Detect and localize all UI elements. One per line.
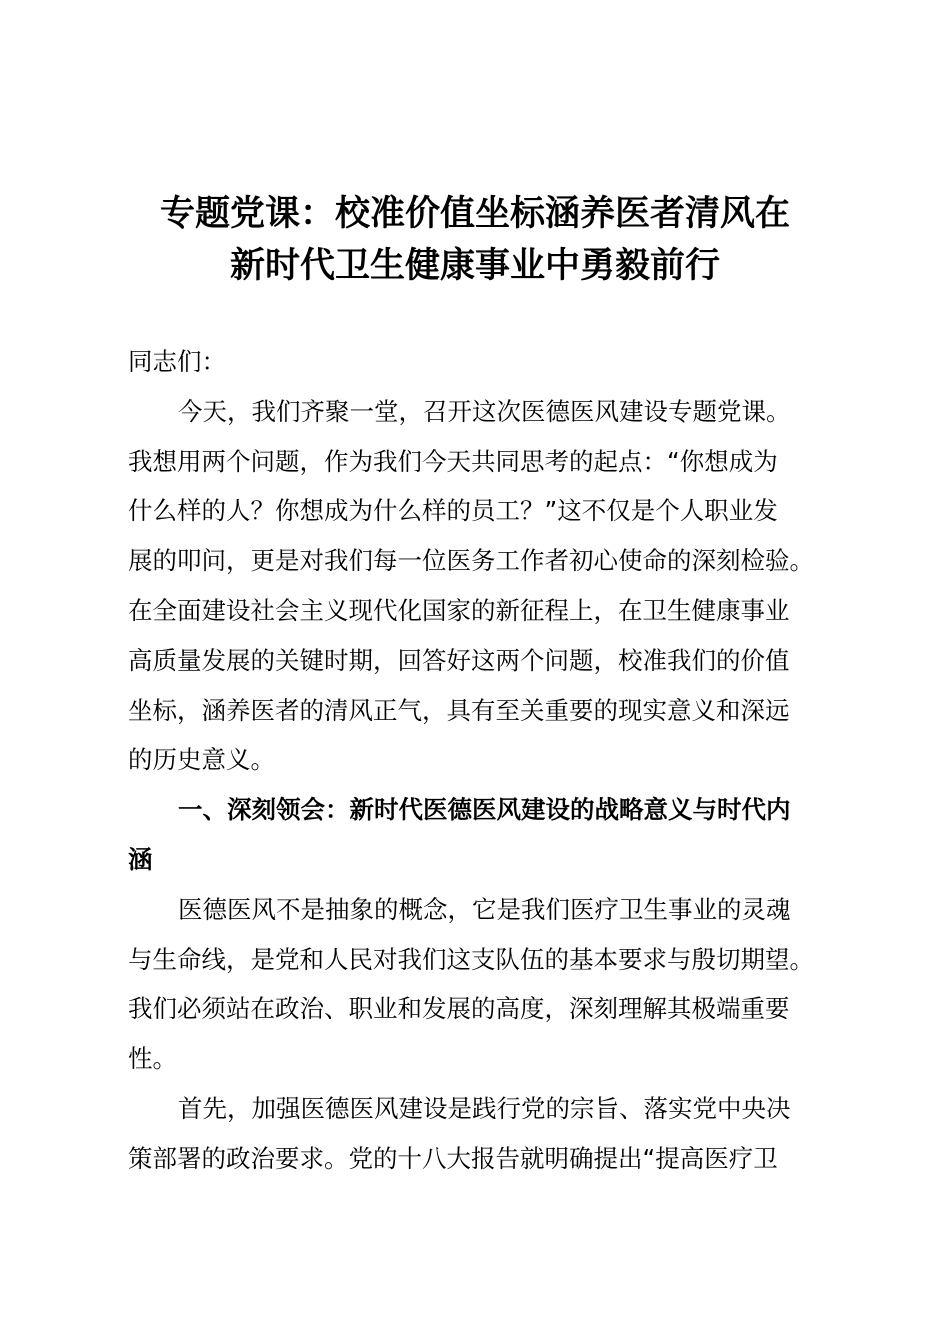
text-line: 首先，加强医德医风建设是践行党的宗旨、落实党中央决 [178, 1093, 791, 1123]
text-line: 坐标，涵养医者的清风正气，具有至关重要的现实意义和深远 [128, 695, 790, 725]
text-line: 在全面建设社会主义现代化国家的新征程上，在卫生健康事业 [128, 595, 790, 625]
text-line: 什么样的人？你想成为什么样的员工？”这不仅是个人职业发 [128, 496, 778, 526]
text-line: 我们必须站在政治、职业和发展的高度，深刻理解其极端重要 [128, 994, 790, 1024]
text-line: 高质量发展的关键时期，回答好这两个问题，校准我们的价值 [128, 645, 790, 675]
text-line: 一、深刻领会：新时代医德医风建设的战略意义与时代内 [178, 795, 791, 825]
paragraph [128, 1084, 848, 1184]
text-line: 我想用两个问题，作为我们今天共同思考的起点：“你想成为 [128, 446, 778, 476]
document-title [0, 188, 950, 292]
paragraph [128, 885, 848, 1084]
salutation [128, 337, 848, 387]
text-line: 展的叩问，更是对我们每一位医务工作者初心使命的深刻检验。 [128, 546, 814, 576]
text-line: 涵 [128, 844, 153, 874]
paragraph-intro [128, 387, 848, 785]
text-line: 同志们： [128, 347, 226, 376]
document-body [128, 337, 848, 1184]
text-line: 与生命线，是党和人民对我们这支队伍的基本要求与殷切期望。 [128, 944, 814, 974]
text-line: 的历史意义。 [128, 745, 275, 775]
text-line: 今天，我们齐聚一堂，召开这次医德医风建设专题党课。 [178, 396, 791, 426]
title-line: 专题党课：校准价值坐标涵养医者清风在 [159, 194, 790, 234]
title-line: 新时代卫生健康事业中勇毅前行 [229, 246, 720, 286]
text-line: 性。 [128, 1044, 177, 1074]
section-heading [128, 785, 848, 885]
text-line: 医德医风不是抽象的概念，它是我们医疗卫生事业的灵魂 [178, 894, 791, 924]
text-line: 策部署的政治要求。党的十八大报告就明确提出“提高医疗卫 [128, 1143, 778, 1173]
